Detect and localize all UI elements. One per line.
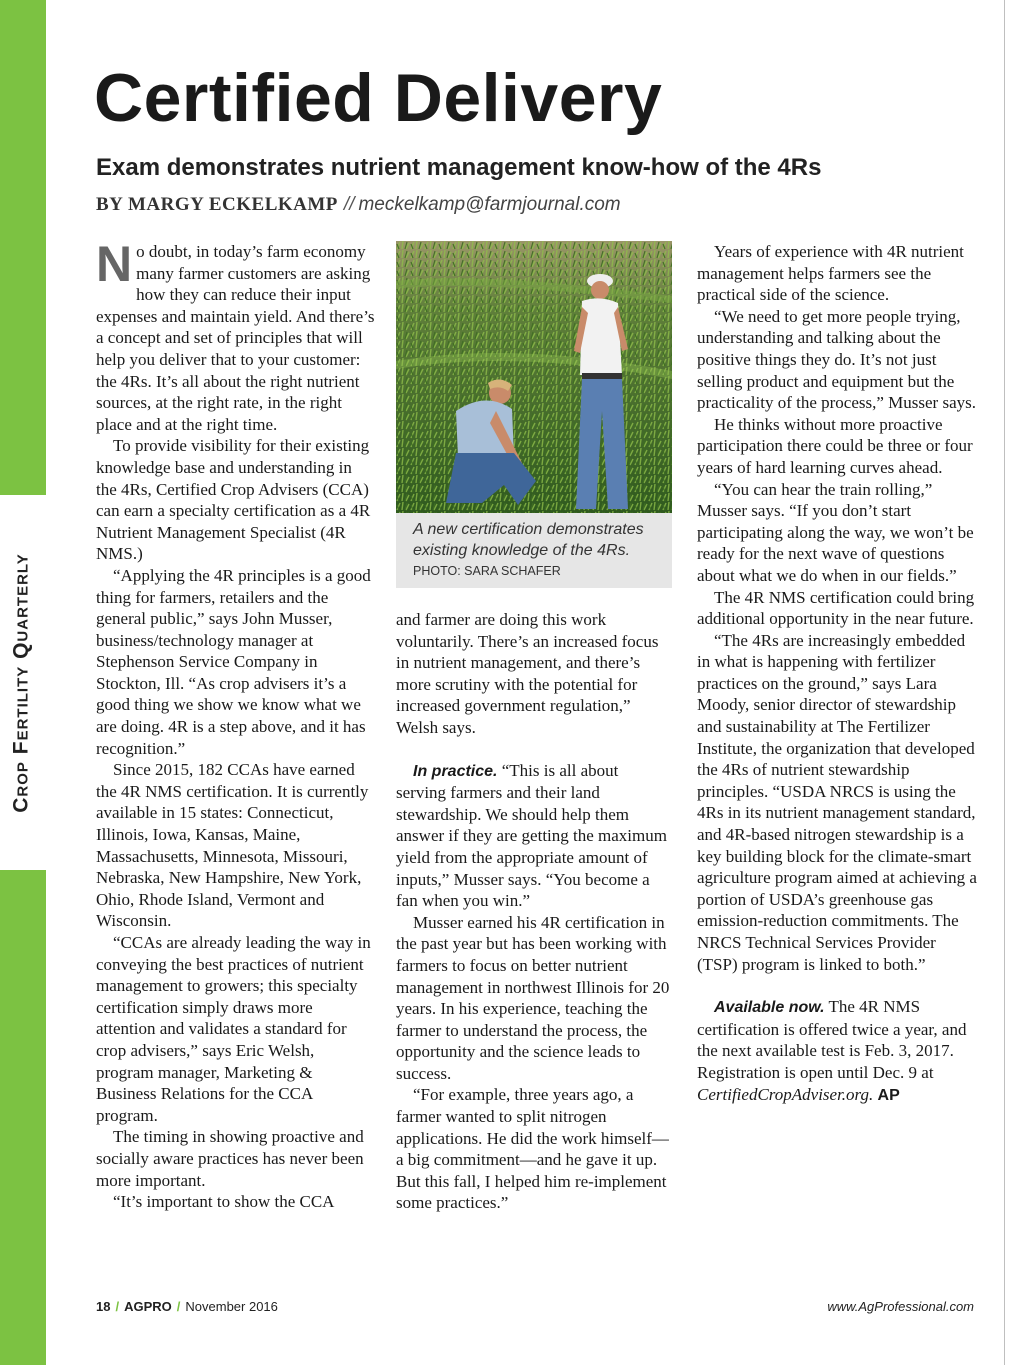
paragraph bbox=[96, 236, 376, 435]
page-edge-rule bbox=[1004, 0, 1005, 1365]
footer-folio bbox=[96, 1299, 278, 1315]
article-photo bbox=[396, 241, 672, 513]
paragraph: and farmer are doing this work voluntarily. There’s an increased focus in nutrient management, and there’s more scrutiny with the potential for increased government regulation,” Welsh says. bbox=[396, 610, 659, 737]
subhead-available-now: Available now. bbox=[714, 999, 825, 1017]
byline-separator: // bbox=[343, 194, 355, 215]
paragraph: Years of experience with 4R nutrient management helps farmers see the practical side of the science. bbox=[697, 242, 964, 305]
page-number: 18 bbox=[96, 1299, 111, 1314]
footer-website[interactable]: www.AgProfessional.com bbox=[827, 1299, 974, 1314]
website-reference[interactable]: CertifiedCropAdviser.org. bbox=[697, 1084, 874, 1104]
paragraph-text: o doubt, in today’s farm economy many farmer customers are asking how they can reduce their input expenses and maintain yield. And there’s a concept and set of principles that will help you deliver that to your customer: the 4Rs. It’s all about the right nutrient sources, at the right rate, in the right place and at the right time. bbox=[96, 242, 375, 434]
paragraph: Since 2015, 182 CCAs have earned the 4R NMS certification. It is currently available in 15 states: Connecticut, Illinois, Iowa, Kansas, Maine, Massachusetts, Minnesota, Missouri, Nebraska, New Hampshire, New York, Ohio, Rhode Island, Vermont and Wisconsin. bbox=[96, 760, 369, 931]
paragraph: “The 4Rs are increasingly embedded in what is happening with fertilizer practices on the ground,” says Lara Moody, senior director of stewardship and sustainability at The Fertilizer Institute, the organization that developed the 4Rs of nutrient stewardship principles. “USDA NRCS is using the 4Rs in its nutrient management standard, and 4R-based nitrogen stewardship is a key building block for the climate-smart agriculture program aimed at achieving a portion of USDA’s greenhouse gas emission-reduction commitments. The NRCS Technical Services Provider (TSP) program is linked to both.” bbox=[697, 630, 977, 974]
end-mark: AP bbox=[877, 1086, 900, 1104]
paragraph: “It’s important to show the CCA bbox=[113, 1192, 335, 1212]
article-column-3 bbox=[697, 241, 977, 1106]
byline bbox=[96, 192, 621, 218]
article-title: Certified Delivery bbox=[94, 60, 663, 136]
article-column-2 bbox=[396, 609, 671, 1214]
magazine-name: AGPRO bbox=[124, 1299, 172, 1314]
photo-two-farmers-in-cornfield-icon bbox=[396, 241, 672, 513]
folio-separator: / bbox=[176, 1299, 181, 1314]
byline-author: BY MARGY ECKELKAMP bbox=[96, 194, 338, 215]
paragraph bbox=[697, 996, 977, 1106]
byline-email[interactable]: meckelkamp@farmjournal.com bbox=[358, 194, 621, 215]
issue-date: November 2016 bbox=[185, 1299, 278, 1314]
paragraph: To provide visibility for their existing knowledge base and understanding in the 4Rs, Certified Crop Advisers (CCA) can earn a specialty certification as a 4R Nutrient Management Specialist (4R NMS.) bbox=[96, 436, 371, 564]
section-label-text: Crop Fertility Quarterly bbox=[10, 552, 33, 813]
paragraph-text: “This is all about serving farmers and their land stewardship. We should help them answer if they are getting the maximum yield from the appropriate amount of inputs,” Musser says. “You become a fan when you win.” bbox=[396, 760, 667, 911]
photo-caption bbox=[396, 513, 672, 588]
paragraph-text: The 4R NMS certification is offered twice a year, and the next available test is Feb. 3, 2017. Registration is open until Dec. 9 at bbox=[697, 997, 967, 1082]
paragraph: “We need to get more people trying, understanding and talking about the positive things they do. It’s not just selling product and equipment but the practicality of the process,” Musser says. bbox=[697, 306, 976, 413]
paragraph: “You can hear the train rolling,” Musser says. “If you don’t start participating along the way, we won’t be ready for the next wave of questions about what we do when in our fields.” bbox=[697, 479, 974, 585]
paragraph bbox=[396, 760, 671, 912]
subhead-in-practice: In practice. bbox=[413, 762, 498, 780]
section-label bbox=[2, 495, 42, 870]
paragraph: “For example, three years ago, a farmer wanted to split nitrogen applications. He did the work himself—a big commitment—and he gave it up. But this fall, I helped him re-implement some practices.” bbox=[396, 1085, 669, 1213]
paragraph: The 4R NMS certification could bring additional opportunity in the near future. bbox=[697, 587, 975, 629]
folio-separator: / bbox=[115, 1299, 120, 1314]
paragraph: He thinks without more proactive participation there could be three or four years of hard learning curves ahead. bbox=[697, 414, 973, 477]
drop-cap: N bbox=[96, 236, 133, 292]
article-column-1 bbox=[96, 236, 376, 1213]
paragraph: “Applying the 4R principles is a good thing for farmers, retailers and the general public,” says John Musser, business/technology manager at Stephenson Service Company in Stockton, Ill. “As crop advisers it’s a good thing we show we know what we are doing. 4R is a step above, and it has recognition.” bbox=[96, 565, 371, 758]
paragraph: Musser earned his 4R certification in the past year but has been working with farmers to focus on better nutrient management in northwest Illinois for 20 years. In his experience, teaching the farmer to understand the process, the opportunity and the science leads to success. bbox=[396, 912, 670, 1083]
paragraph: “CCAs are already leading the way in conveying the best practices of nutrient management to growers; this specialty certification simply draws more attention and validates a standard for crop advisers,” says Eric Welsh, program manager, Marketing & Business Relations for the CCA program. bbox=[96, 933, 371, 1125]
article-subtitle: Exam demonstrates nutrient management know-how of the 4Rs bbox=[96, 154, 822, 181]
photo-credit: PHOTO: SARA SCHAFER bbox=[413, 564, 561, 578]
paragraph: The timing in showing proactive and socially aware practices has never been more important. bbox=[96, 1127, 364, 1190]
caption-text: A new certification demonstrates existing knowledge of the 4Rs. bbox=[413, 521, 644, 559]
